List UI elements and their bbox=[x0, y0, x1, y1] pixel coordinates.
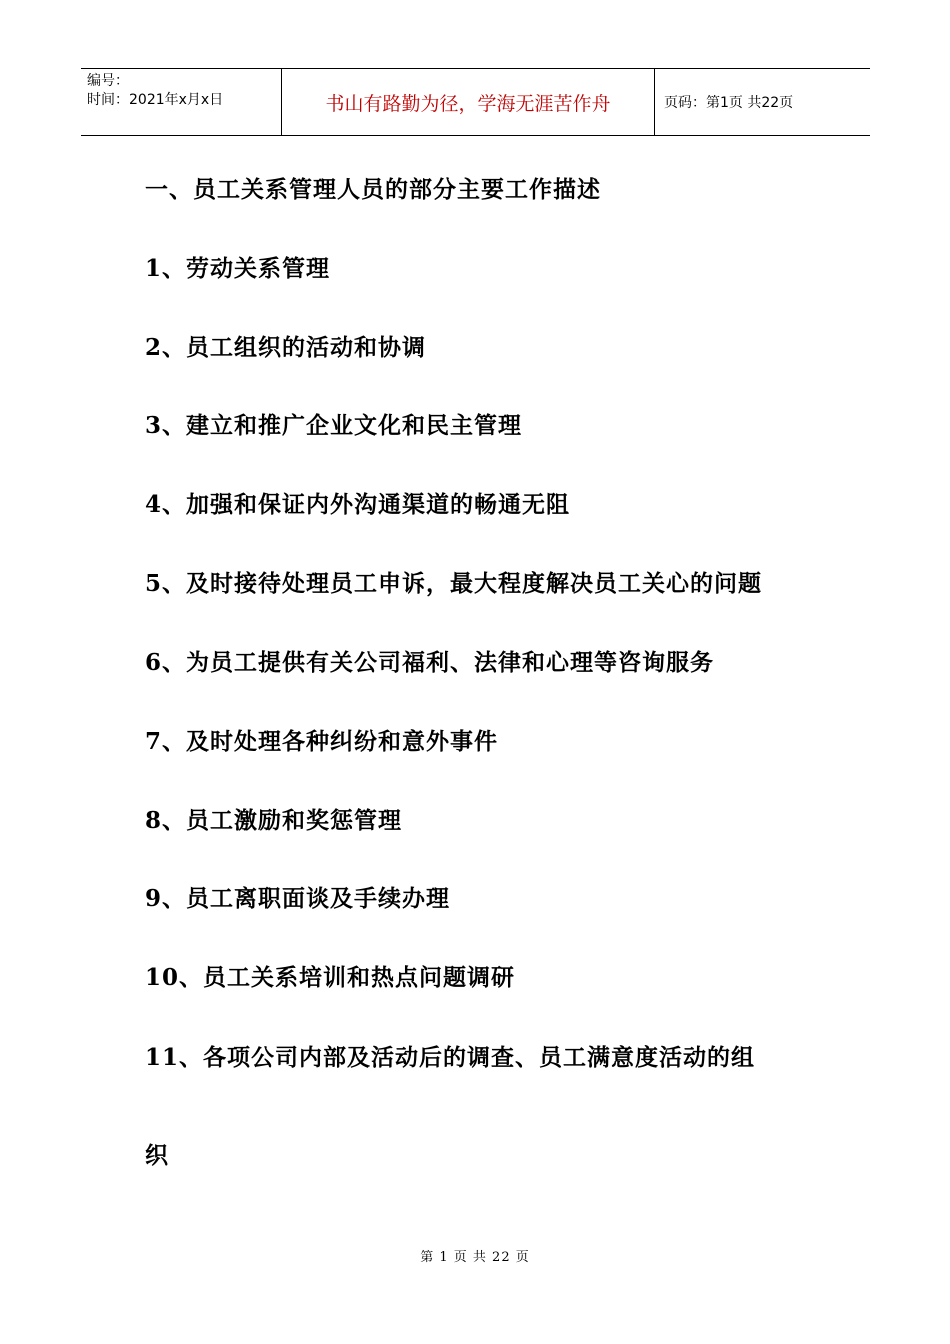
document-time-label: 时间：2021年x月x日 bbox=[87, 92, 224, 108]
header-motto: 书山有路勤为径，学海无涯苦作舟 bbox=[325, 92, 611, 115]
header-page-info: 页码：第1页 共22页 bbox=[664, 95, 794, 111]
list-item: 10、员工关系培训和热点问题调研 bbox=[145, 964, 516, 991]
header-page-cell bbox=[655, 69, 870, 135]
list-item: 7、及时处理各种纠纷和意外事件 bbox=[145, 728, 499, 755]
list-item: 2、员工组织的活动和协调 bbox=[145, 334, 427, 361]
list-item: 4、加强和保证内外沟通渠道的畅通无阻 bbox=[145, 491, 571, 518]
list-item: 1、劳动关系管理 bbox=[145, 255, 331, 282]
footer-page-number: 第 1 页 共 22 页 bbox=[420, 1250, 530, 1265]
list-item-continuation: 织 bbox=[145, 1142, 169, 1169]
list-item: 11、各项公司内部及活动后的调查、员工满意度活动的组 bbox=[145, 1044, 756, 1071]
header-meta-cell bbox=[81, 69, 282, 135]
page-footer bbox=[0, 1246, 950, 1265]
list-item: 3、建立和推广企业文化和民主管理 bbox=[145, 412, 523, 439]
header-motto-cell bbox=[282, 69, 655, 135]
list-item: 5、及时接待处理员工申诉，最大程度解决员工关心的问题 bbox=[145, 570, 763, 597]
document-header bbox=[81, 68, 870, 136]
document-number-label: 编号： bbox=[87, 73, 129, 89]
section-heading: 一、员工关系管理人员的部分主要工作描述 bbox=[145, 176, 601, 203]
list-item: 9、员工离职面谈及手续办理 bbox=[145, 885, 451, 912]
list-item: 8、员工激励和奖惩管理 bbox=[145, 807, 403, 834]
list-item: 6、为员工提供有关公司福利、法律和心理等咨询服务 bbox=[145, 649, 715, 676]
